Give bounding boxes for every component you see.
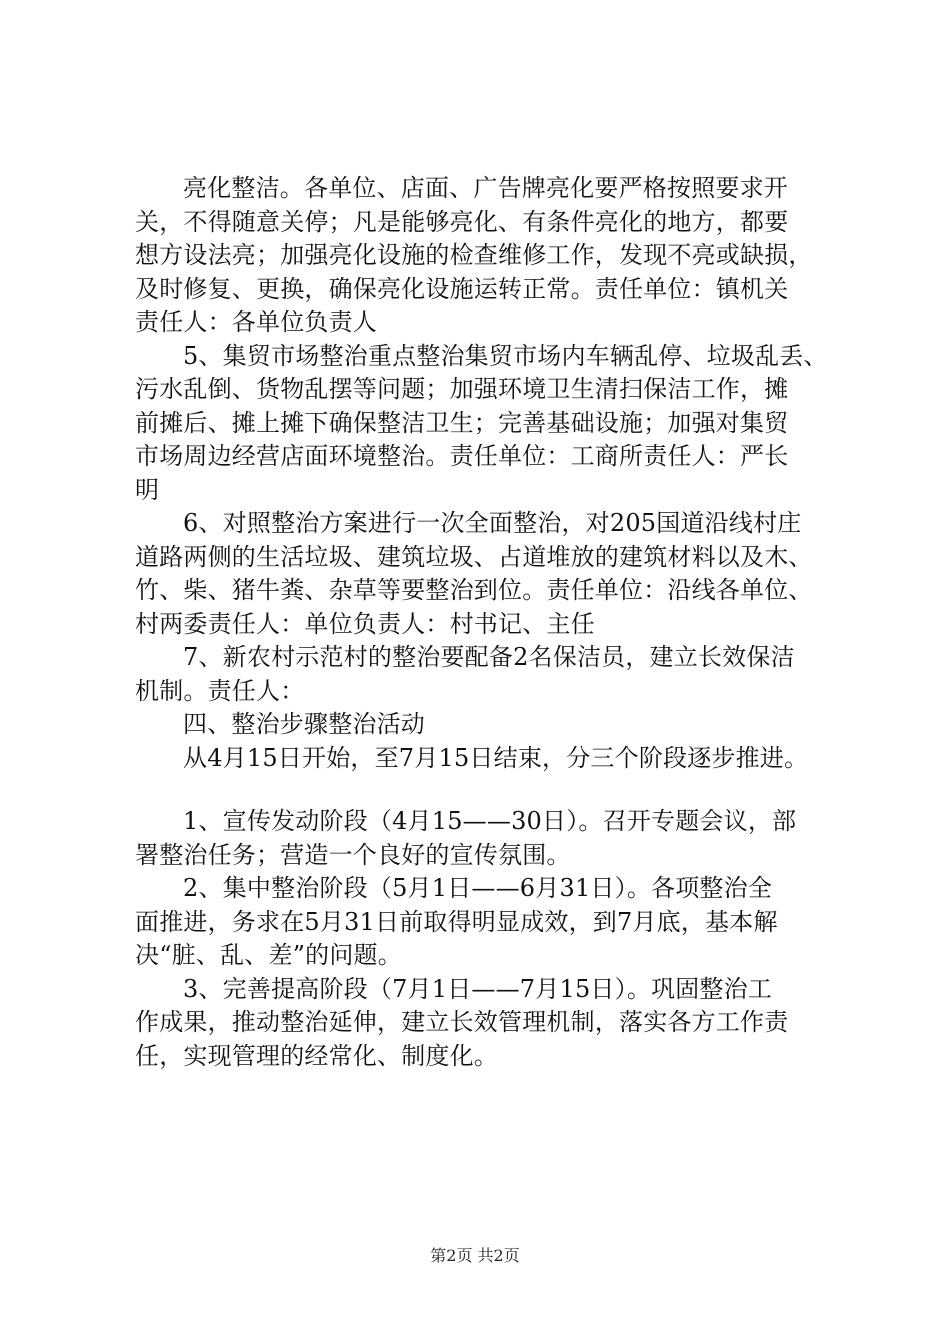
paragraph-line: 2、集中整治阶段（5月1日——6月31日）。各项整治全 [183, 874, 773, 902]
paragraph-line: 署整治任务；营造一个良好的宣传氛围。 [135, 840, 571, 869]
paragraph-line: 面推进，务求在5月31日前取得明显成效，到7月底，基本解 [135, 907, 778, 936]
document-body [135, 172, 835, 1073]
paragraph-line: 责任人：各单位负责人 [135, 308, 377, 336]
paragraph-line: 决“脏、乱、差”的问题。 [135, 941, 402, 969]
paragraph-line: 机制。责任人： [135, 676, 305, 705]
paragraph-line: 前摊后、摊上摊下确保整洁卫生；完善基础设施；加强对集贸 [135, 408, 789, 437]
paragraph-gap [135, 775, 835, 805]
paragraph-line: 1、宣传发动阶段（4月15——30日）。召开专题会议，部 [183, 807, 797, 835]
paragraph-line: 市场周边经营店面环境整治。责任单位：工商所责任人：严长 [135, 442, 789, 470]
paragraph-line: 污水乱倒、货物乱摆等问题；加强环境卫生清扫保洁工作，摊 [135, 375, 789, 403]
paragraph-line: 任，实现管理的经常化、制度化。 [135, 1041, 498, 1070]
paragraph-line: 从4月15日开始，至7月15日结束，分三个阶段逐步推进。 [183, 743, 809, 772]
paragraph-line: 村两委责任人：单位负责人：村书记、主任 [135, 609, 595, 638]
paragraph-line: 5、集贸市场整治重点整治集贸市场内车辆乱停、垃圾乱丢、 [183, 341, 828, 370]
page-number-footer: 第2页 共2页 [430, 1246, 520, 1265]
paragraph-line: 关，不得随意关停；凡是能够亮化、有条件亮化的地方，都要 [135, 207, 789, 236]
paragraph-line: 3、完善提高阶段（7月1日——7月15日）。巩固整治工 [183, 974, 773, 1003]
section-heading: 四、整治步骤整治活动 [183, 710, 425, 738]
paragraph-line: 7、新农村示范村的整治要配备2名保洁员，建立长效保洁 [183, 643, 795, 671]
paragraph-line: 竹、柴、猪牛粪、杂草等要整治到位。责任单位：沿线各单位、 [135, 576, 813, 604]
paragraph-line: 亮化整洁。各单位、店面、广告牌亮化要严格按照要求开 [183, 174, 788, 202]
paragraph-line: 及时修复、更换，确保亮化设施运转正常。责任单位：镇机关 [135, 274, 789, 303]
paragraph-line: 道路两侧的生活垃圾、建筑垃圾、占道堆放的建筑材料以及木、 [135, 542, 813, 571]
paragraph-line: 6、对照整治方案进行一次全面整治，对205国道沿线村庄 [183, 509, 802, 537]
paragraph-line: 想方设法亮；加强亮化设施的检查维修工作，发现不亮或缺损， [135, 241, 813, 269]
paragraph-line: 作成果，推动整治延伸，建立长效管理机制，落实各方工作责 [135, 1008, 789, 1036]
paragraph-line: 明 [135, 475, 160, 504]
